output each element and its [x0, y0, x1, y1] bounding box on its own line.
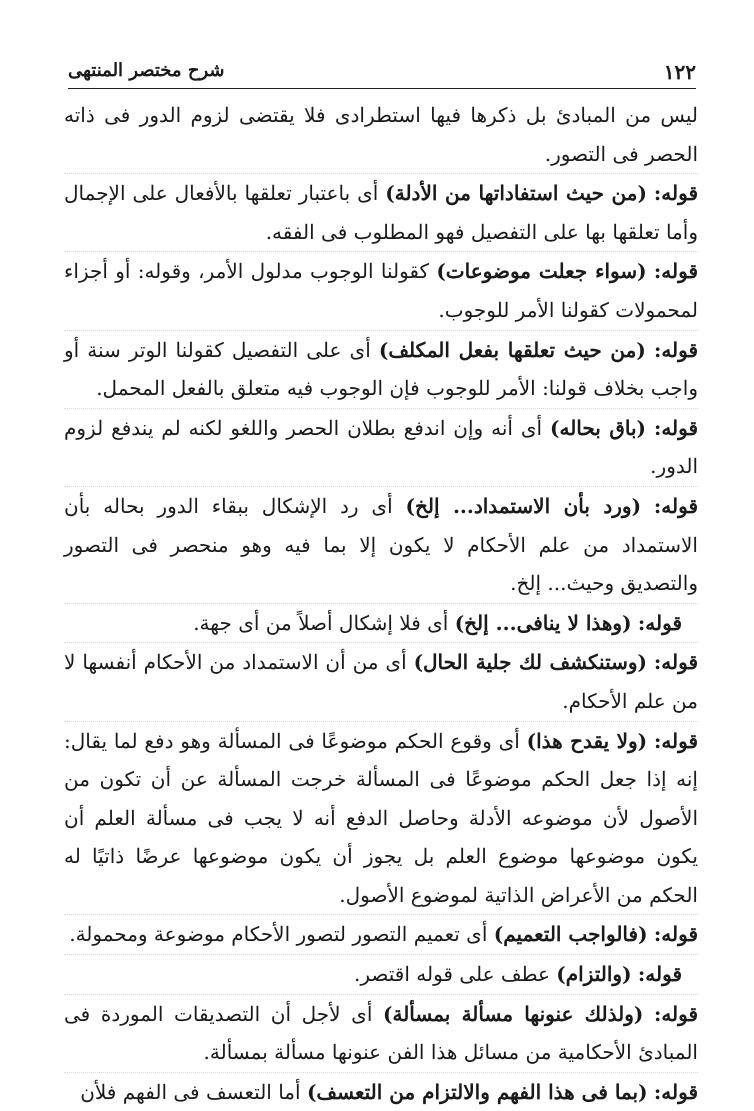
paragraph-12: [64, 994, 698, 1072]
paragraph-text: أى من أن الاستمداد من الأحكام أنفسها لا من علم الأحكام.: [64, 650, 698, 713]
qawluhu-label: قوله:: [653, 337, 699, 362]
qawluhu-label: قوله:: [653, 1001, 699, 1026]
qawluhu-label: قوله:: [637, 962, 682, 987]
paragraph-text: أى تعميم التصور لتصور الأحكام موضوعة ومحمولة.: [69, 922, 488, 947]
paragraph-9: [64, 721, 698, 915]
quoted-term: (وستنكشف لك جلية الحال): [413, 650, 647, 675]
paragraph-text: ليس من المبادئ بل ذكرها فيها استطرادى فلا يقتضى لزوم الدور فى ذاته الحصر فى التصور.: [64, 103, 698, 166]
qawluhu-label: قوله:: [653, 650, 699, 675]
paragraph-text: عطف على قوله اقتصر.: [354, 962, 550, 987]
paragraph-8: [64, 642, 698, 720]
paragraph-6: [64, 486, 698, 603]
quoted-term: (ولذلك عنونها مسألة بمسألة): [383, 1001, 644, 1026]
quoted-term: (من حيث استفاداتها من الأدلة): [385, 181, 647, 206]
paragraph-4: [64, 330, 698, 408]
book-title: شرح مختصر المنتهى: [68, 60, 225, 81]
qawluhu-label: قوله:: [653, 259, 698, 284]
quoted-term: (ولا يقدح هذا): [526, 728, 648, 753]
paragraph-13: [64, 1072, 698, 1111]
qawluhu-label: قوله:: [653, 181, 699, 206]
quoted-term: (سواء جعلت موضوعات): [436, 259, 647, 284]
running-header: [68, 58, 696, 89]
qawluhu-label: قوله:: [653, 1079, 698, 1104]
quoted-term: (فالواجب التعميم): [493, 922, 648, 947]
paragraph-text: أى على التفصيل كقولنا الوتر سنة أو واجب بخلاف قولنا: الأمر للوجوب فإن الوجوب فيه متعلق بالفعل المحمل.: [64, 337, 698, 401]
paragraph-7: [64, 603, 698, 643]
paragraph-11: [64, 954, 698, 994]
paragraph-text: أى أنه وإن اندفع بطلان الحصر واللغو لكنه لم يندفع لزوم الدور.: [64, 415, 698, 479]
paragraph-10: [64, 914, 698, 954]
qawluhu-label: قوله:: [653, 922, 698, 947]
quoted-term: (ورد بأن الاستمداد... إلخ): [405, 493, 642, 518]
qawluhu-label: قوله:: [653, 415, 699, 440]
paragraph-text: أما التعسف فى الفهم فلأن: [80, 1079, 301, 1104]
quoted-term: (وهذا لا ينافى... إلخ): [454, 610, 632, 635]
qawluhu-label: قوله:: [653, 493, 698, 518]
paragraph-1: [64, 96, 698, 173]
quoted-term: (بما فى هذا الفهم والالتزام من التعسف): [306, 1079, 648, 1104]
paragraph-text: أى فلا إشكال أصلاً من أى جهة.: [193, 610, 449, 635]
paragraph-2: [64, 173, 698, 251]
paragraph-text: أى وقوع الحكم موضوعًا فى المسألة وهو دفع لما يقال: إنه إذا جعل الحكم موضوعًا فى المسألة خرجت المسألة عن أن تكون من الأصول لأن موضوعه الأدلة وحاصل الدفع أنه لا يجب فى مسألة العلم أن يكون موضوعها موضوع العلم بل يجوز أن يكون موضوعها عرضًا ذاتيًا له الحكم من الأعراض الذاتية لموضوع الأصول.: [64, 728, 698, 907]
paragraph-3: [64, 251, 698, 329]
qawluhu-label: قوله:: [637, 610, 682, 635]
paragraph-text: أى لأجل أن التصديقات الموردة فى المبادئ الأحكامية من مسائل هذا الفن عنونها مسألة بمسألة.: [64, 1001, 698, 1065]
page-number: ١٢٢: [663, 60, 696, 84]
paragraph-text: أى رد الإشكال ببقاء الدور بحاله بأن الاستمداد من علم الأحكام لا يكون إلا بما فيه وهو منحصر فى التصور والتصديق وحيث... إلخ.: [64, 493, 698, 596]
qawluhu-label: قوله:: [653, 728, 699, 753]
commentary-body: [64, 96, 698, 1111]
paragraph-text: كقولنا الوجوب مدلول الأمر، وقوله: أو أجزاء لمحمولات كقولنا الأمر للوجوب.: [64, 259, 698, 322]
quoted-term: (والتزام): [556, 962, 632, 987]
quoted-term: (باق بحاله): [550, 415, 647, 440]
paragraph-5: [64, 408, 698, 486]
quoted-term: (من حيث تعلقها بفعل المكلف): [378, 337, 646, 362]
paragraph-text: أى باعتبار تعلقها بالأفعال على الإجمال وأما تعلقها بها على التفصيل فهو المطلوب فى الفقه.: [64, 181, 698, 244]
